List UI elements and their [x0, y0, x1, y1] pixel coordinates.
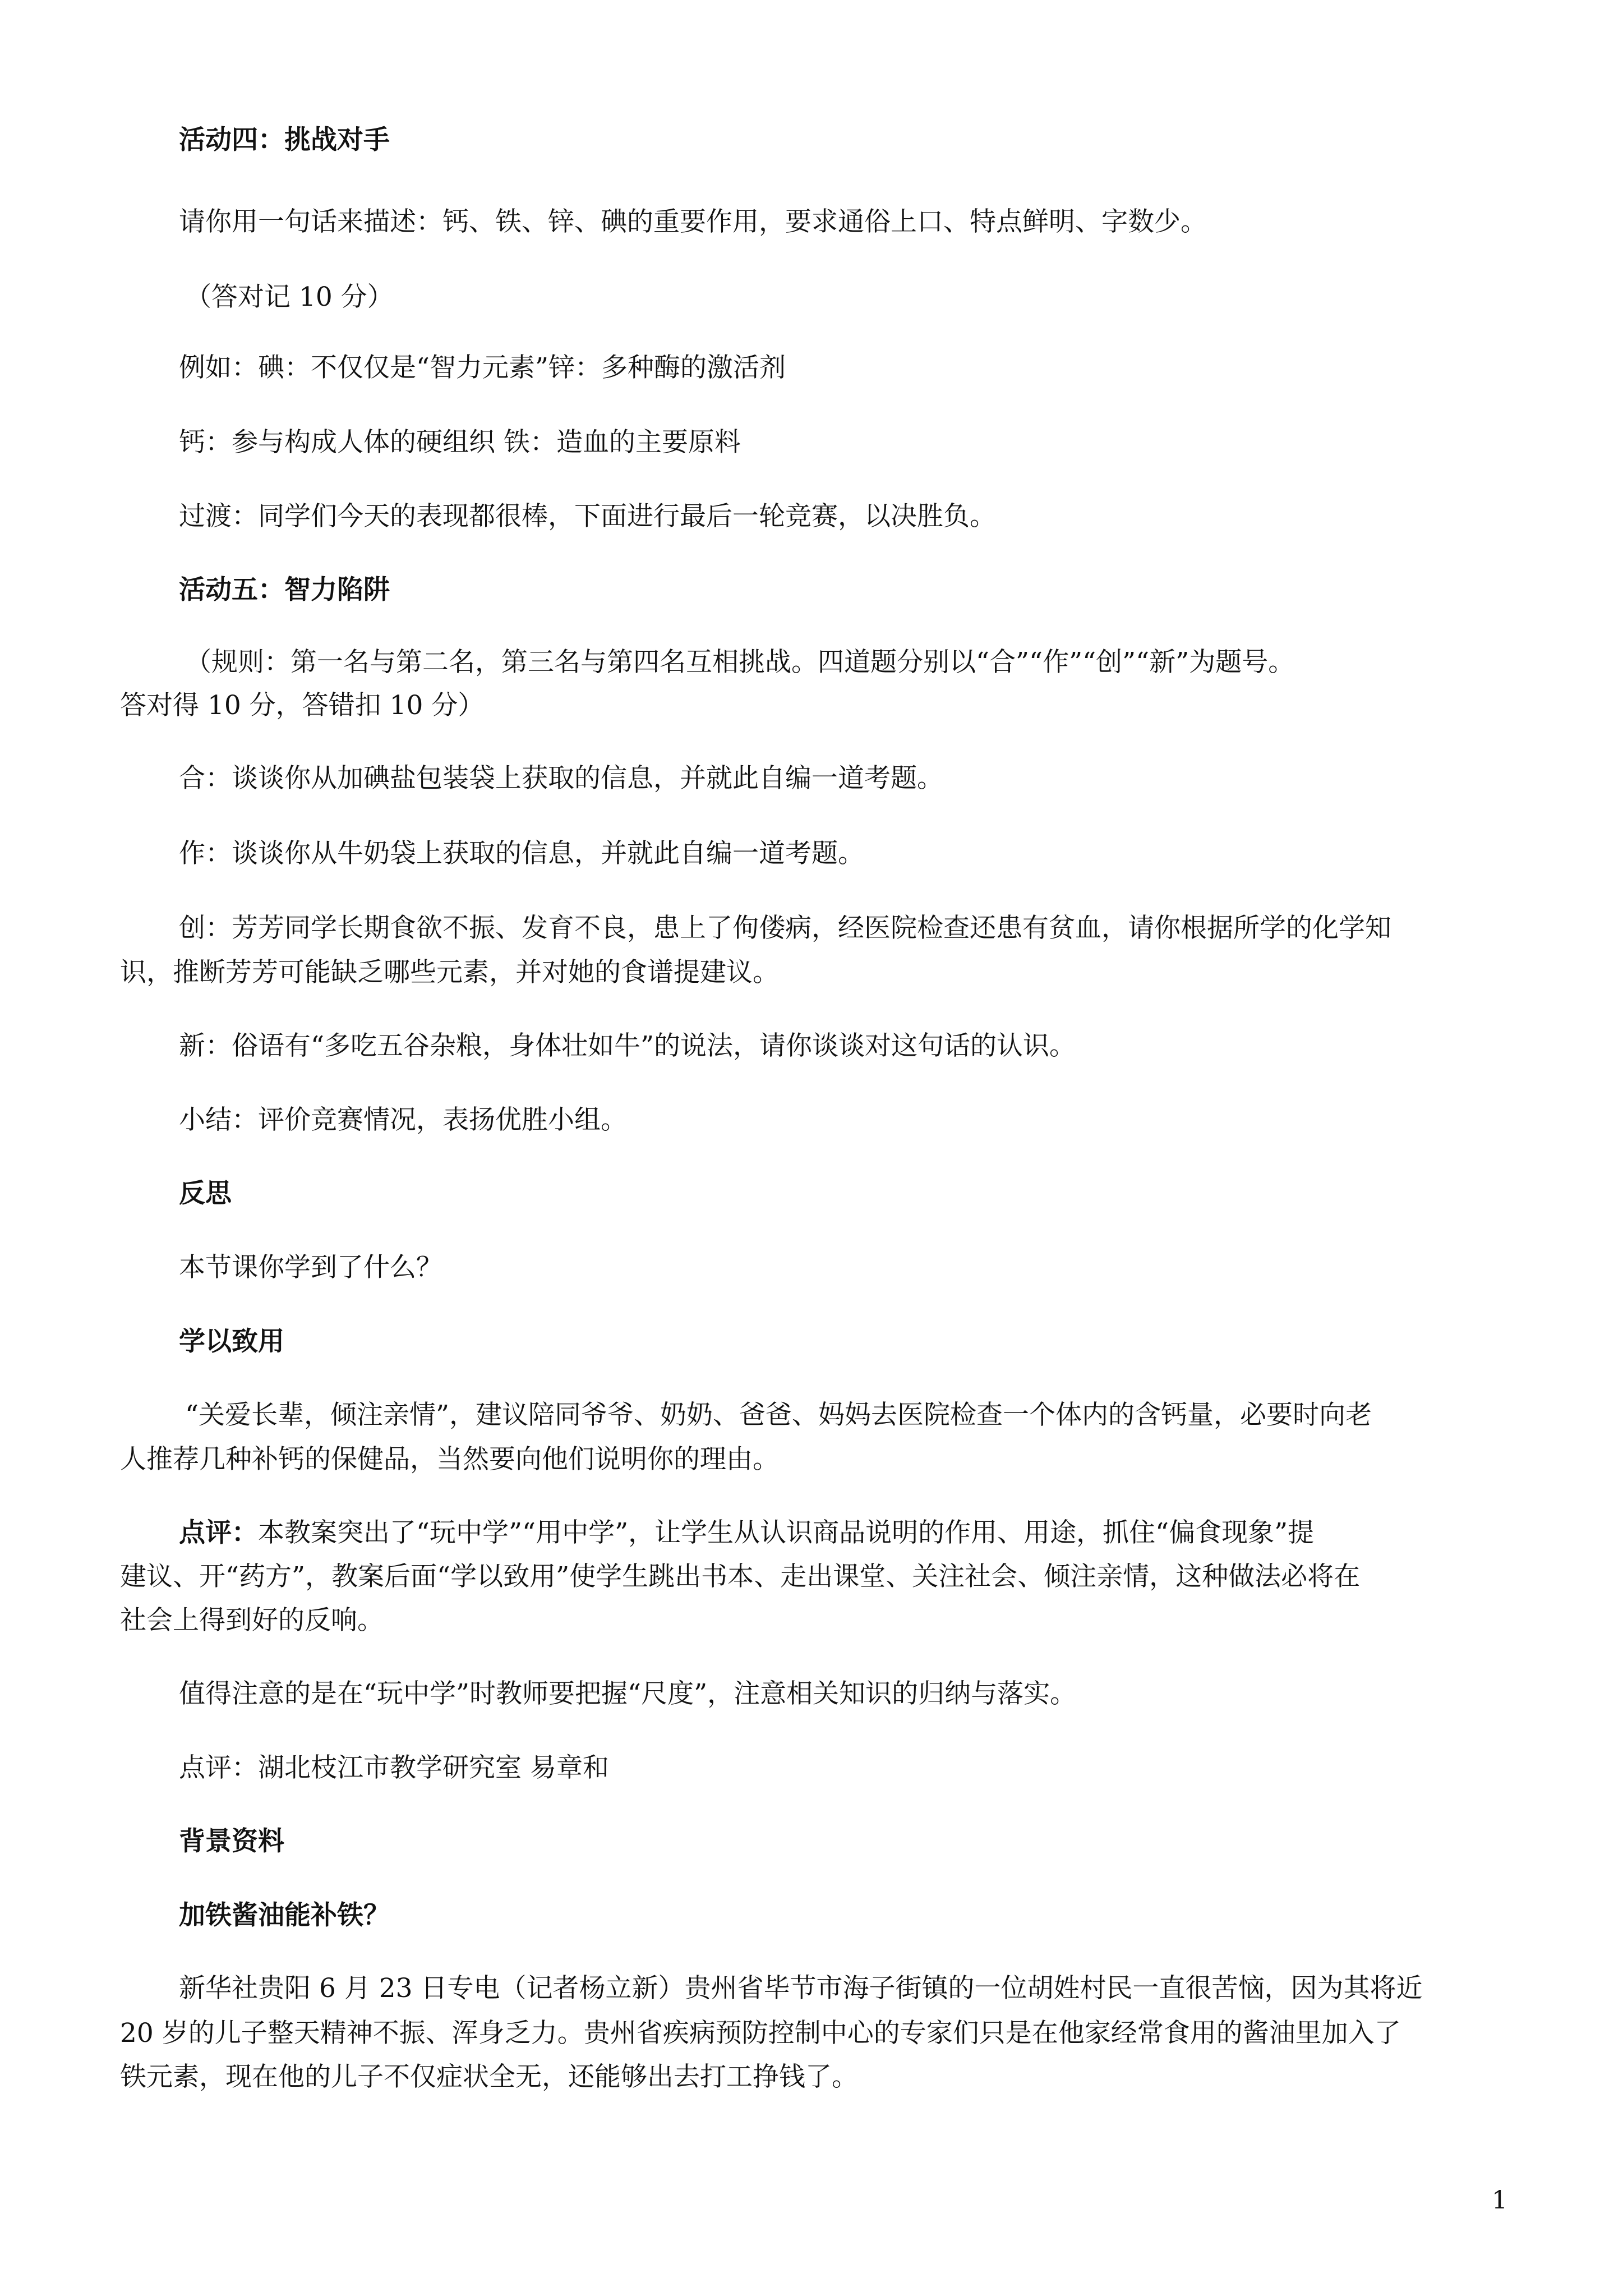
page-number: 1 — [1492, 2186, 1507, 2215]
question-zuo: 作：谈谈你从牛奶袋上获取的信息，并就此自编一道考题。 — [179, 838, 864, 869]
application-line1: “关爱长辈，倾注亲情”，建议陪同爷爷、奶奶、爸爸、妈妈去医院检查一个体内的含钙量，必要时向老 — [185, 1400, 1372, 1430]
question-he: 合：谈谈你从加碘盐包装袋上获取的信息，并就此自编一道考题。 — [179, 763, 943, 794]
activity4-example-1: 例如：碘：不仅仅是“智力元素”锌：多种酶的激活剂 — [179, 352, 786, 383]
background-line2: 20 岁的儿子整天精神不振、浑身乏力。贵州省疾病预防控制中心的专家们只是在他家经常食用的酱油里加入了 — [120, 2018, 1401, 2049]
reflection-question: 本节课你学到了什么？ — [179, 1252, 442, 1283]
reflection-heading: 反思 — [179, 1178, 232, 1209]
review-line3: 社会上得到好的反响。 — [120, 1605, 384, 1636]
application-heading: 学以致用 — [179, 1326, 284, 1357]
application-line2: 人推荐几种补钙的保健品，当然要向他们说明你的理由。 — [120, 1444, 779, 1475]
review-note: 值得注意的是在“玩中学”时教师要把握“尺度”，注意相关知识的归纳与落实。 — [179, 1678, 1077, 1709]
background-line1: 新华社贵阳 6 月 23 日专电（记者杨立新）贵州省毕节市海子街镇的一位胡姓村民一直很苦恼，因为其将近 — [179, 1973, 1423, 2004]
activity5-rules-line2: 答对得 10 分，答错扣 10 分） — [120, 690, 485, 721]
activity4-transition: 过渡：同学们今天的表现都很棒，下面进行最后一轮竞赛，以决胜负。 — [179, 501, 996, 532]
background-line3: 铁元素，现在他的儿子不仅症状全无，还能够出去打工挣钱了。 — [120, 2062, 858, 2092]
background-subheading: 加铁酱油能补铁？ — [179, 1900, 390, 1931]
activity4-prompt: 请你用一句话来描述：钙、铁、锌、碘的重要作用，要求通俗上口、特点鲜明、字数少。 — [179, 206, 1207, 237]
activity4-heading: 活动四：挑战对手 — [179, 125, 390, 155]
question-chuang-line2: 识，推断芳芳可能缺乏哪些元素，并对她的食谱提建议。 — [120, 957, 779, 988]
activity4-example-2: 钙：参与构成人体的硬组织 铁：造血的主要原料 — [179, 427, 741, 458]
review-line1-text: 本教案突出了“玩中学”“用中学”，让学生从认识商品说明的作用、用途，抓住“偏食现象”提 — [258, 1517, 1315, 1548]
reviewer: 点评：湖北枝江市教学研究室 易章和 — [179, 1752, 609, 1783]
activity5-summary: 小结：评价竞赛情况，表扬优胜小组。 — [179, 1105, 627, 1135]
question-xin: 新：俗语有“多吃五谷杂粮，身体壮如牛”的说法，请你谈谈对这句话的认识。 — [179, 1030, 1076, 1061]
review-label: 点评： — [179, 1517, 258, 1548]
question-chuang-line1: 创：芳芳同学长期食欲不振、发育不良，患上了佝偻病，经医院检查还患有贫血，请你根据所学的化学知 — [179, 913, 1391, 944]
activity5-heading: 活动五：智力陷阱 — [179, 574, 390, 605]
background-heading: 背景资料 — [179, 1826, 284, 1857]
activity5-rules-line1: （规则：第一名与第二名，第三名与第四名互相挑战。四道题分别以“合”“作”“创”“新”为题号。 — [185, 647, 1295, 678]
review-line1 — [179, 1515, 1469, 1551]
review-line2: 建议、开“药方”，教案后面“学以致用”使学生跳出书本、走出课堂、关注社会、倾注亲情，这种做法必将在 — [120, 1561, 1361, 1592]
activity4-score-note: （答对记 10 分） — [185, 282, 394, 312]
